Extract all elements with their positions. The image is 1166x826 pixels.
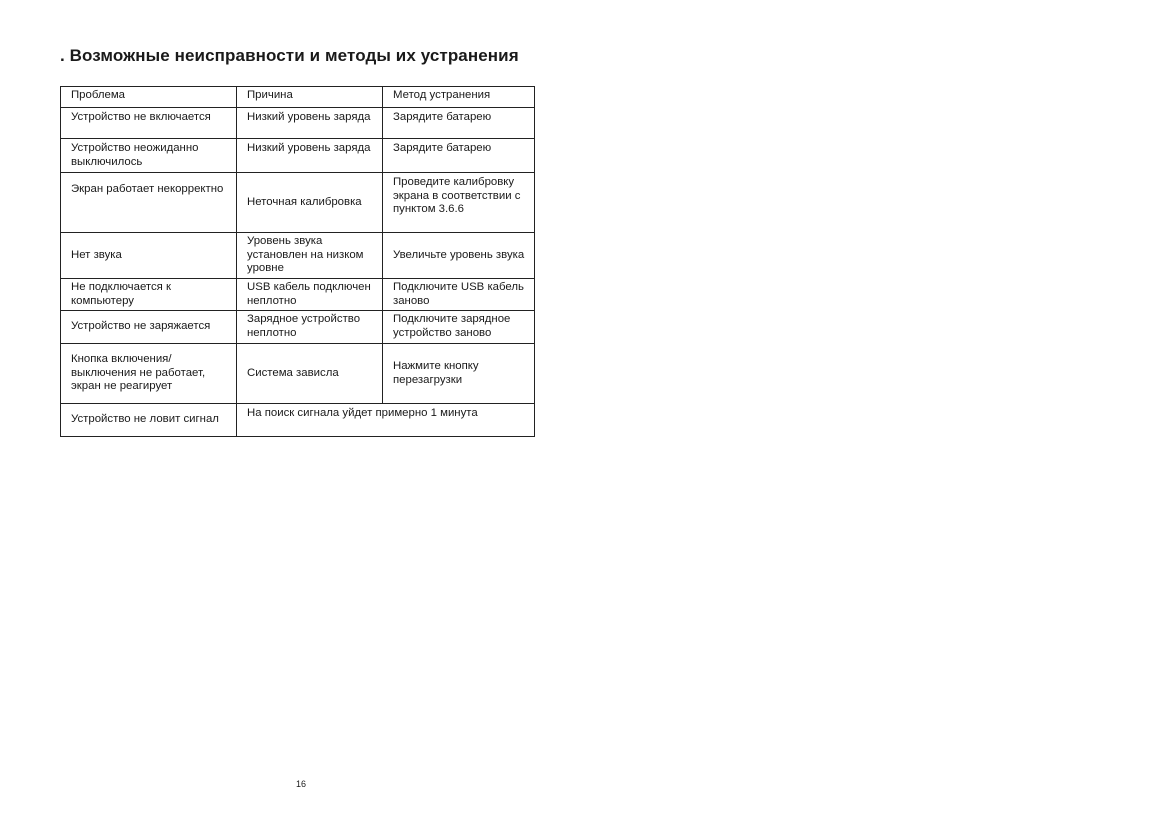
cause-cell: Низкий уровень заряда: [237, 108, 383, 139]
solution-cell: Подключите USB кабель заново: [383, 279, 535, 311]
problem-cell: Экран работает некорректно: [61, 173, 237, 233]
cause-cell: Уровень звука установлен на низком уровне: [237, 233, 383, 279]
table-row: [61, 279, 535, 311]
problem-cell: Устройство не заряжается: [61, 311, 237, 344]
cause-cell: Неточная калибровка: [237, 173, 383, 233]
table-row: [61, 173, 535, 233]
cause-cell: Зарядное устройство неплотно: [237, 311, 383, 344]
cause-cell: USB кабель подключен неплотно: [237, 279, 383, 311]
solution-cell: Нажмите кнопку перезагрузки: [383, 344, 535, 404]
problem-cell: Кнопка включения/выключения не работает, экран не реагирует: [61, 344, 237, 404]
table-row: [61, 404, 535, 437]
problem-cell: Устройство неожиданно выключилось: [61, 139, 237, 173]
problem-cell: Устройство не включается: [61, 108, 237, 139]
header-cause: Причина: [237, 87, 383, 108]
solution-cell: Увеличьте уровень звука: [383, 233, 535, 279]
solution-cell: Зарядите батарею: [383, 108, 535, 139]
table-row: [61, 233, 535, 279]
problem-cell: Не подключается к компьютеру: [61, 279, 237, 311]
table-row: [61, 139, 535, 173]
solution-cell: Зарядите батарею: [383, 139, 535, 173]
cause-cell: Низкий уровень заряда: [237, 139, 383, 173]
troubleshooting-table: [60, 86, 535, 437]
table-header-row: [61, 87, 535, 108]
header-problem: Проблема: [61, 87, 237, 108]
table-row: [61, 344, 535, 404]
solution-cell: Проведите калибровку экрана в соответствии с пунктом 3.6.6: [383, 173, 535, 233]
solution-cell: Подключите зарядное устройство заново: [383, 311, 535, 344]
header-solution: Метод устранения: [383, 87, 535, 108]
page-number: 16: [296, 779, 307, 789]
problem-cell: Устройство не ловит сигнал: [61, 404, 237, 437]
page-title: . Возможные неисправности и методы их устранения: [60, 46, 519, 65]
cause-cell: Система зависла: [237, 344, 383, 404]
merged-cause-solution-cell: На поиск сигнала уйдет примерно 1 минута: [237, 404, 535, 437]
table-row: [61, 311, 535, 344]
problem-cell: Нет звука: [61, 233, 237, 279]
table-row: [61, 108, 535, 139]
